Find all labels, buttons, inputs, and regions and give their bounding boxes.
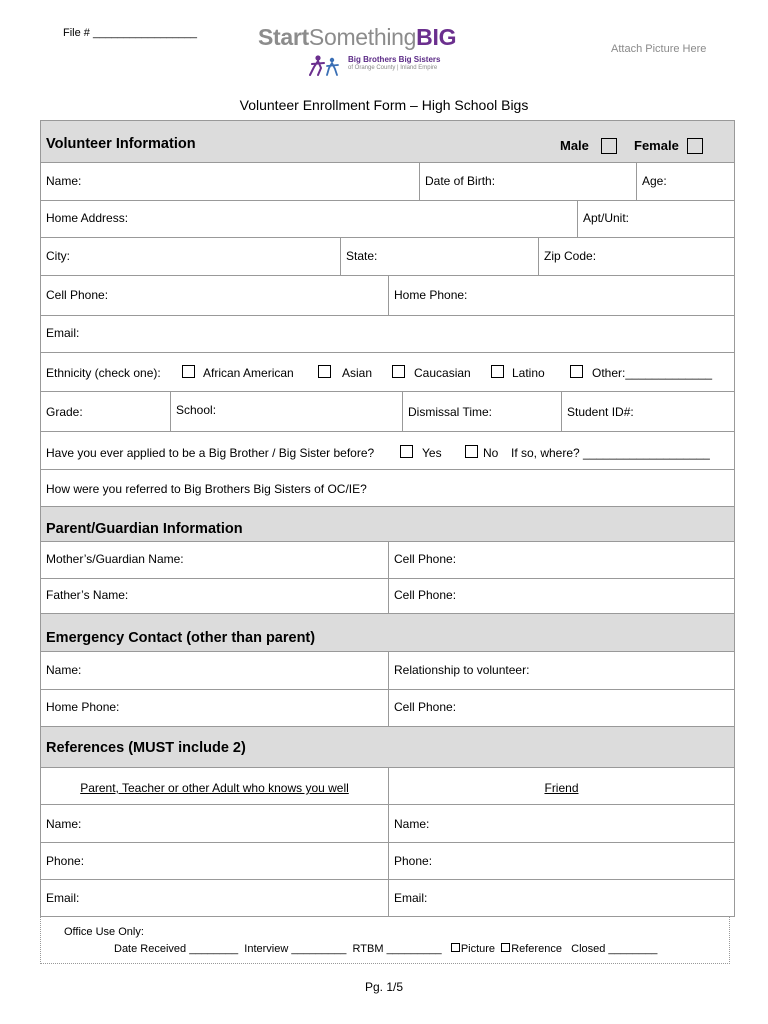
zip-label: Zip Code:	[544, 249, 597, 263]
reference-checkbox[interactable]	[501, 943, 510, 952]
ethnicity-option: Latino	[512, 366, 545, 380]
closed: Closed ________	[571, 943, 658, 955]
emergency-name-row	[41, 652, 734, 690]
ethnicity-option: Caucasian	[414, 366, 471, 380]
school-row	[41, 392, 734, 432]
ethnicity-other-checkbox[interactable]	[570, 365, 583, 378]
ethnicity-asian-checkbox[interactable]	[318, 365, 331, 378]
reference-adult-header-text: Parent, Teacher or other Adult who knows you well	[80, 781, 349, 795]
reference-phone-row	[41, 843, 734, 880]
emergency-home-phone-field[interactable]	[41, 690, 388, 726]
home-phone-label: Home Phone:	[394, 288, 468, 302]
apt-unit-field[interactable]	[577, 201, 734, 237]
start-something-big-logo	[258, 24, 518, 76]
parent-section-title: Parent/Guardian Information	[46, 521, 243, 537]
city-label: City:	[46, 249, 70, 263]
reference1-name-field[interactable]	[41, 805, 388, 842]
reference-email-row	[41, 880, 734, 916]
grade-field[interactable]	[41, 392, 170, 431]
name-row	[41, 163, 734, 201]
emergency-cell-phone-label: Cell Phone:	[394, 700, 457, 714]
ethnicity-latino-checkbox[interactable]	[491, 365, 504, 378]
cell-phone-label: Cell Phone:	[46, 288, 109, 302]
file-number-label: File # _________________	[63, 27, 197, 39]
reference-name-row	[41, 805, 734, 843]
emergency-cell-phone-field[interactable]	[388, 690, 734, 726]
grade-label: Grade:	[46, 405, 83, 419]
mother-cell-label: Cell Phone:	[394, 552, 457, 566]
emergency-section-title: Emergency Contact (other than parent)	[46, 630, 316, 646]
applied-before-row	[41, 432, 734, 470]
logo-org-name: Big Brothers Big Sisters	[348, 55, 441, 64]
ethnicity-option: Other:_____________	[592, 366, 713, 380]
state-field[interactable]	[340, 238, 538, 275]
dismissal-label: Dismissal Time:	[408, 405, 493, 419]
logo-start: Start	[258, 24, 309, 50]
reference2-email-label: Email:	[394, 891, 428, 905]
emergency-phone-row	[41, 690, 734, 727]
reference2-phone-field[interactable]	[388, 843, 734, 879]
logo-wordmark	[258, 24, 456, 51]
name-label: Name:	[46, 174, 82, 188]
interview: Interview _________	[244, 943, 347, 955]
reference2-name-label: Name:	[394, 817, 430, 831]
ethnicity-option: Asian	[342, 366, 373, 380]
logo-big: BIG	[416, 24, 457, 50]
mother-row	[41, 542, 734, 579]
date-received: Date Received ________	[114, 943, 239, 955]
reference1-email-field[interactable]	[41, 880, 388, 916]
enrollment-form	[40, 120, 735, 917]
rtbm: RTBM _________	[352, 943, 442, 955]
emergency-relationship-field[interactable]	[388, 652, 734, 689]
applied-question: Have you ever applied to be a Big Brother / Big Sister before?	[46, 446, 375, 460]
attach-picture-label: Attach Picture Here	[611, 43, 707, 55]
ethnicity-row	[41, 353, 734, 392]
applied-no-label: No	[483, 446, 499, 460]
phone-row	[41, 276, 734, 316]
applied-yes-label: Yes	[422, 446, 442, 460]
ethnicity-african-american-checkbox[interactable]	[182, 365, 195, 378]
mother-cell-field[interactable]	[388, 542, 734, 578]
reference1-phone-field[interactable]	[41, 843, 388, 879]
reference-friend-header	[388, 768, 734, 804]
form-title: Volunteer Enrollment Form – High School Bigs	[239, 97, 529, 113]
reference-friend-header-text: Friend	[544, 781, 579, 795]
logo-region: of Orange County | Inland Empire	[348, 65, 438, 71]
state-label: State:	[346, 249, 378, 263]
picture-label: Picture	[460, 943, 496, 955]
office-use-fields	[114, 943, 657, 955]
emergency-name-field[interactable]	[41, 652, 388, 689]
logo-something: Something	[308, 24, 417, 50]
address-row	[41, 201, 734, 238]
city-field[interactable]	[41, 238, 340, 275]
emergency-relationship-label: Relationship to volunteer:	[394, 663, 530, 677]
school-label: School:	[176, 403, 217, 417]
father-cell-field[interactable]	[388, 579, 734, 613]
applied-where-label: If so, where? ___________________	[511, 446, 710, 460]
city-row	[41, 238, 734, 276]
home-address-label: Home Address:	[46, 211, 129, 225]
emergency-name-label: Name:	[46, 663, 82, 677]
student-id-field[interactable]	[561, 392, 734, 431]
volunteer-section-title: Volunteer Information	[46, 136, 196, 152]
references-section-header	[41, 727, 734, 768]
reference2-phone-label: Phone:	[394, 854, 433, 868]
home-phone-field[interactable]	[388, 276, 734, 315]
cell-phone-field[interactable]	[41, 276, 388, 315]
dob-label: Date of Birth:	[425, 174, 496, 188]
applied-yes-checkbox[interactable]	[400, 445, 413, 458]
reference2-email-field[interactable]	[388, 880, 734, 916]
references-section-title: References (MUST include 2)	[46, 740, 246, 756]
reference-label: Reference	[511, 943, 562, 955]
email-row	[41, 316, 734, 353]
school-field[interactable]	[170, 392, 402, 431]
applied-no-checkbox[interactable]	[465, 445, 478, 458]
volunteer-section-header	[41, 121, 734, 163]
age-label: Age:	[642, 174, 667, 188]
parent-section-header	[41, 507, 734, 542]
office-use-box	[40, 917, 730, 964]
apt-unit-label: Apt/Unit:	[583, 211, 630, 225]
age-field[interactable]	[636, 163, 734, 200]
male-checkbox[interactable]	[601, 138, 617, 154]
home-address-field[interactable]	[41, 201, 577, 237]
student-id-label: Student ID#:	[567, 405, 634, 419]
page-number: Pg. 1/5	[364, 980, 404, 994]
referred-question: How were you referred to Big Brothers Big Sisters of OC/IE?	[46, 482, 367, 496]
zip-field[interactable]	[538, 238, 734, 275]
dob-field[interactable]	[419, 163, 636, 200]
dismissal-time-field[interactable]	[402, 392, 561, 431]
name-field[interactable]	[41, 163, 419, 200]
references-columns-row	[41, 768, 734, 805]
ethnicity-option: African American	[203, 366, 294, 380]
emergency-section-header	[41, 614, 734, 652]
reference1-name-label: Name:	[46, 817, 82, 831]
ethnicity-label: Ethnicity (check one):	[46, 366, 161, 380]
reference2-name-field[interactable]	[388, 805, 734, 842]
emergency-home-phone-label: Home Phone:	[46, 700, 120, 714]
office-use-title: Office Use Only:	[64, 926, 144, 938]
bbbs-logo	[308, 54, 441, 81]
picture-checkbox[interactable]	[451, 943, 460, 952]
reference-adult-header	[41, 768, 388, 804]
father-name-label: Father’s Name:	[46, 588, 129, 602]
female-label: Female	[634, 138, 679, 153]
reference1-email-label: Email:	[46, 891, 80, 905]
referred-row[interactable]	[41, 470, 734, 507]
reference1-phone-label: Phone:	[46, 854, 85, 868]
father-name-field[interactable]	[41, 579, 388, 613]
mother-name-field[interactable]	[41, 542, 388, 578]
ethnicity-caucasian-checkbox[interactable]	[392, 365, 405, 378]
female-checkbox[interactable]	[687, 138, 703, 154]
father-cell-label: Cell Phone:	[394, 588, 457, 602]
email-field[interactable]	[41, 316, 734, 352]
bbbs-figures-icon	[308, 54, 344, 76]
male-label: Male	[560, 138, 589, 153]
father-row	[41, 579, 734, 614]
mother-name-label: Mother’s/Guardian Name:	[46, 552, 184, 566]
email-label: Email:	[46, 326, 80, 340]
